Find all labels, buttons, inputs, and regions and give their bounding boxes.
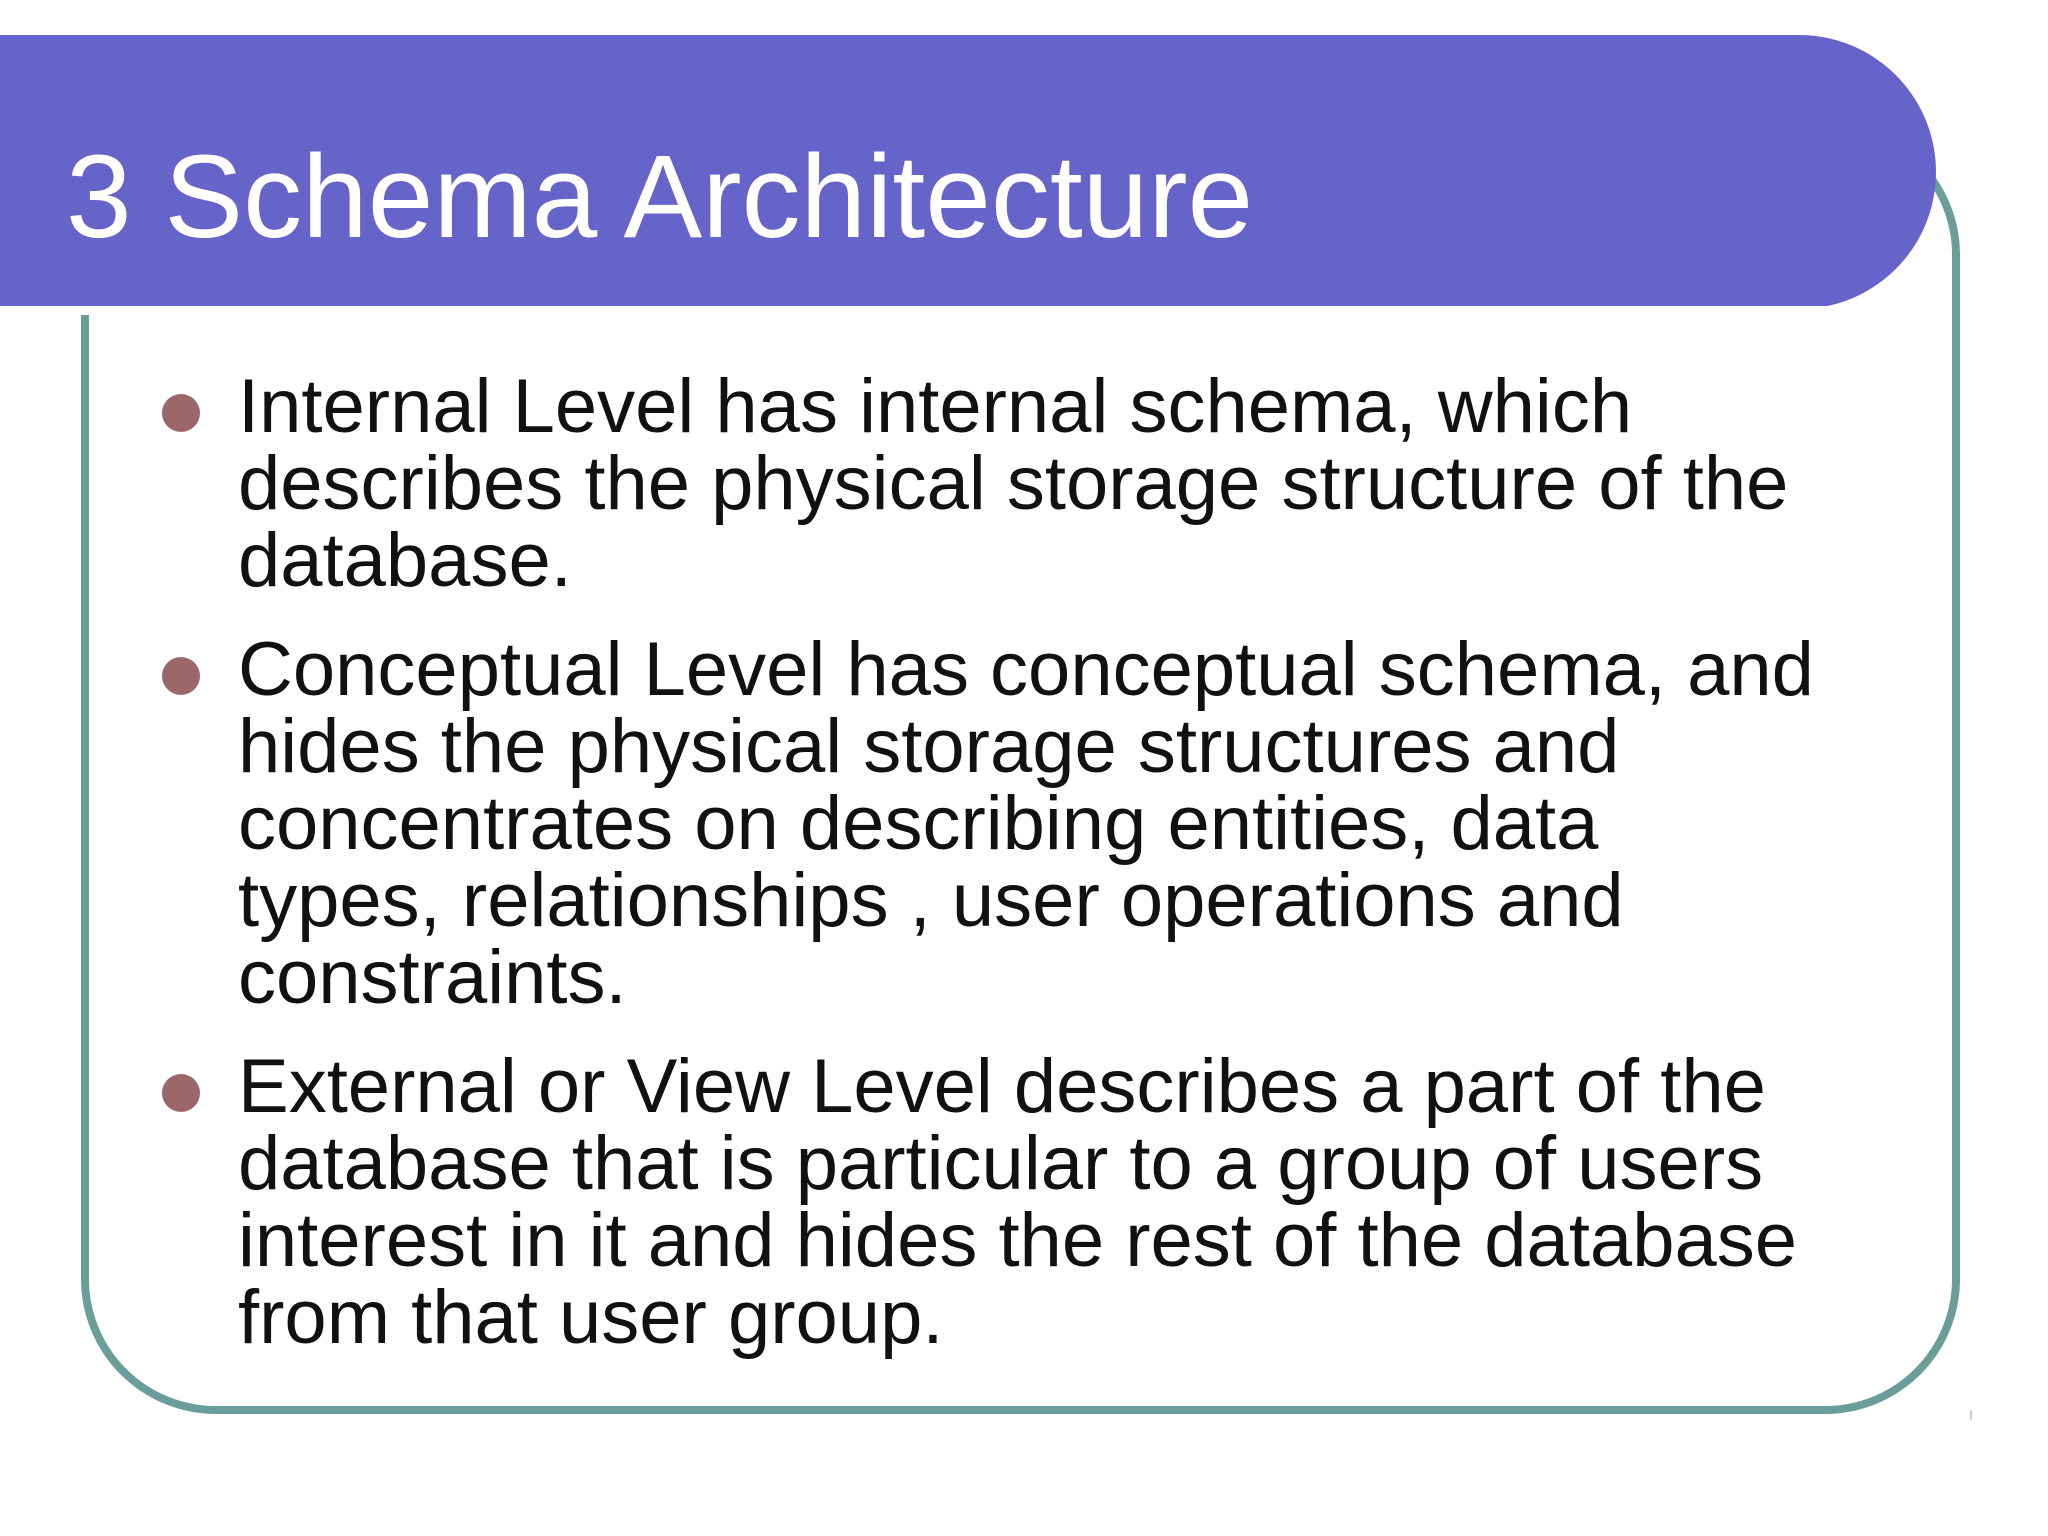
- corner-mark: [1970, 1410, 1972, 1420]
- bullet-line: Internal Level has internal schema, which: [238, 364, 1633, 449]
- bullet-line: Conceptual Level has conceptual schema, and: [238, 627, 1814, 712]
- bullet-icon: [162, 657, 200, 695]
- bullet-item-conceptual-level: [160, 627, 1940, 1020]
- title-bar: [0, 35, 1936, 309]
- bullet-line: database.: [238, 518, 572, 603]
- bullet-line: External or View Level describes a part of the: [238, 1044, 1766, 1129]
- bullet-line: from that user group.: [238, 1275, 944, 1360]
- bullet-item-internal-level: [160, 364, 1940, 603]
- bullet-line: describes the physical storage structure of the: [238, 441, 1789, 526]
- title-underline: [0, 306, 1832, 315]
- bullet-list: [160, 364, 1940, 1388]
- bullet-line: hides the physical storage structures and: [238, 704, 1620, 789]
- bullet-line: constraints.: [238, 935, 627, 1020]
- bullet-line: interest in it and hides the rest of the database: [238, 1198, 1798, 1283]
- slide-title: 3 Schema Architecture: [66, 131, 1254, 263]
- bullet-icon: [162, 394, 200, 432]
- bullet-line: types, relationships , user operations and: [238, 858, 1624, 943]
- bullet-line: database that is particular to a group of users: [238, 1121, 1764, 1206]
- bullet-item-external-level: [160, 1044, 1940, 1360]
- bullet-icon: [162, 1074, 200, 1112]
- bullet-line: concentrates on describing entities, data: [238, 781, 1599, 866]
